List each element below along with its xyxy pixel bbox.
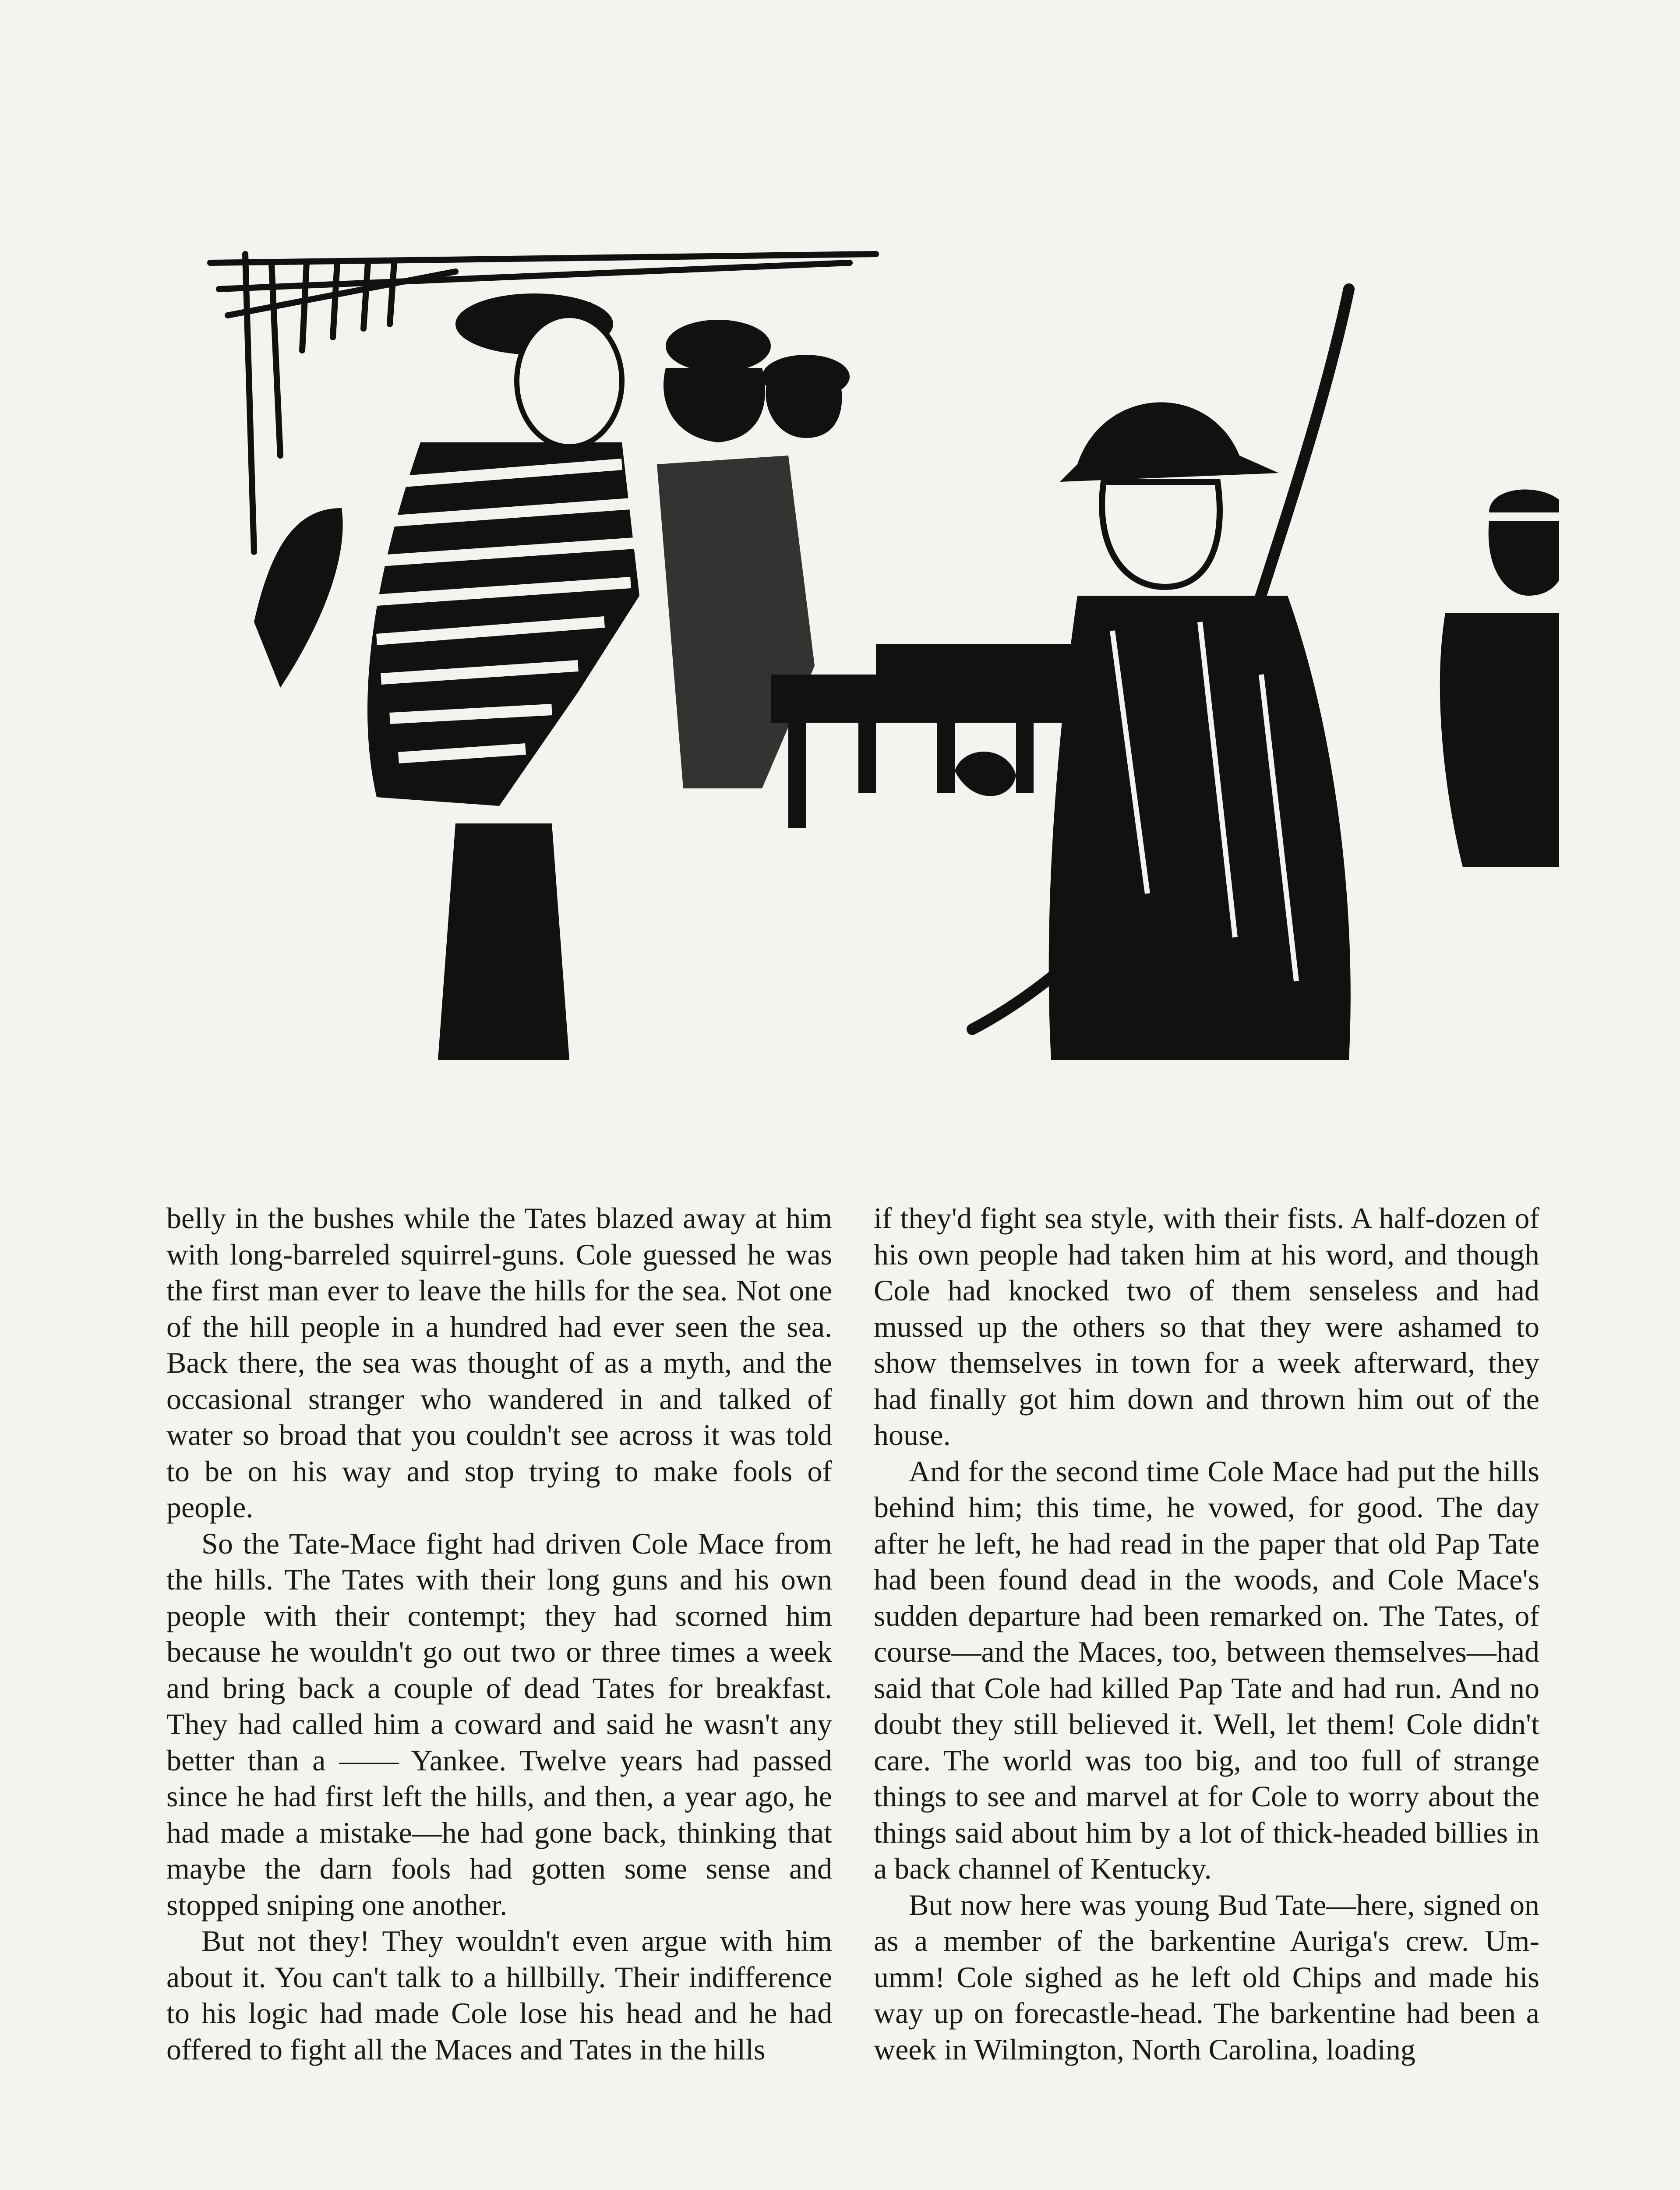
paragraph: So the Tate-Mace fight had driven Cole Mace from the hills. The Tates with their long guns and his own people with their contempt; they had scorned him because he wouldn't go out two or three times a week and bring back a couple of dead Tates for breakfast. They had called him a coward and said he wasn't any better than a —— Yankee. Twelve years had passed since he had first left the hills, and then, a year ago, he had made a mistake—he had gone back, thinking that maybe the darn fools had gotten some sense and stopped sniping one another. [166, 1526, 832, 1922]
paragraph: But not they! They wouldn't even argue with him about it. You can't talk to a hillbilly. Their indifference to his logic had made Cole lose his head and he had offered to fight all the Maces and Tates in the hills [166, 1924, 832, 2066]
illustration [193, 237, 1559, 1060]
paragraph: if they'd fight sea style, with their fists. A half-dozen of his own people had taken him at his word, and though Cole had knocked two of them senseless and had mussed up the others so that they were ashamed to show themselves in town for a week afterward, they had finally got him down and thrown him out of the house. [874, 1201, 1539, 1452]
sailors-illustration [193, 237, 1559, 1060]
right-column [874, 1200, 1539, 2190]
paragraph: belly in the bushes while the Tates blazed away at him with long-barreled squirrel-guns. Cole guessed he was the first man ever to leave the hills for the sea. Not one of the hill people in a hundred had ever seen the sea. Back there, the sea was thought of as a myth, and the occasional stranger who wandered in and talked of water so broad that you couldn't see across it was told to be on his way and stop trying to make fools of people. [166, 1201, 832, 1524]
paragraph: But now here was young Bud Tate—here, signed on as a member of the barkentine Auriga's crew. Um-umm! Cole sighed as he left old Chips and made his way up on forecastle-head. The barkentine had been a week in Wilmington, North Carolina, loading [874, 1888, 1539, 2066]
paragraph: And for the second time Cole Mace had put the hills behind him; this time, he vowed, for good. The day after he left, he had read in the paper that old Pap Tate had been found dead in the woods, and Cole Mace's sudden departure had been remarked on. The Tates, of course—and the Maces, too, between themselves—had said that Cole had killed Pap Tate and had run. And no doubt they still believed it. Well, let them! Cole didn't care. The world was too big, and too full of strange things to see and marvel at for Cole to worry about the things said about him by a lot of thick-headed billies in a back channel of Kentucky. [874, 1454, 1539, 1885]
left-column [166, 1200, 832, 2190]
